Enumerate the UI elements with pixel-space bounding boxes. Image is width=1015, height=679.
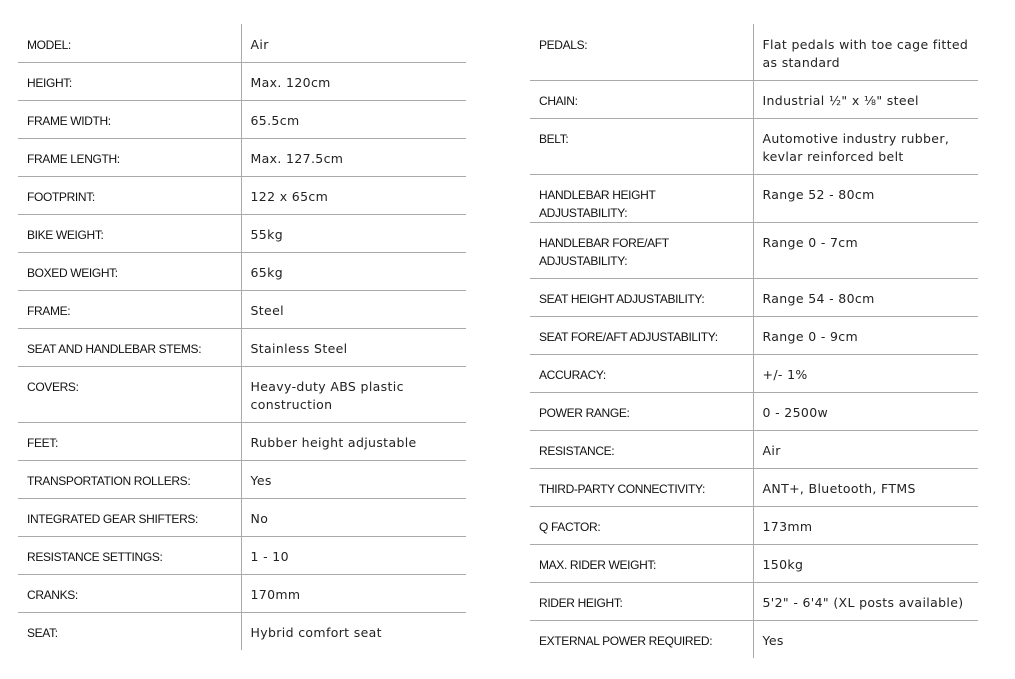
spec-row	[18, 100, 466, 138]
spec-value: +/- 1%	[753, 354, 978, 392]
spec-value: Rubber height adjustable	[241, 422, 466, 460]
spec-label: HEIGHT:	[18, 62, 241, 100]
spec-label: SEAT FORE/AFT ADJUSTABILITY:	[530, 316, 753, 354]
spec-label: PEDALS:	[539, 38, 588, 52]
spec-row	[530, 278, 978, 316]
spec-value: 65kg	[241, 252, 466, 290]
spec-row	[18, 138, 466, 176]
spec-label: CRANKS:	[18, 574, 241, 612]
spec-value: 173mm	[753, 506, 978, 544]
spec-value: 150kg	[753, 544, 978, 582]
spec-row	[18, 574, 466, 612]
spec-value: Max. 120cm	[241, 62, 466, 100]
spec-label: EXTERNAL POWER REQUIRED:	[530, 620, 753, 658]
spec-label: MODEL:	[27, 38, 71, 52]
spec-label: COVERS:	[18, 366, 241, 422]
spec-value: Air	[241, 24, 466, 62]
spec-label: HANDLEBAR HEIGHT ADJUSTABILITY:	[530, 174, 753, 222]
spec-row	[530, 544, 978, 582]
spec-row	[530, 316, 978, 354]
spec-row	[530, 430, 978, 468]
spec-row	[18, 498, 466, 536]
spec-label: BOXED WEIGHT:	[18, 252, 241, 290]
spec-row	[530, 468, 978, 506]
spec-label: RESISTANCE:	[530, 430, 753, 468]
spec-value: Stainless Steel	[241, 328, 466, 366]
spec-label: SEAT HEIGHT ADJUSTABILITY:	[530, 278, 753, 316]
spec-value: Automotive industry rubber, kevlar reinforced belt	[753, 118, 978, 174]
spec-label: BIKE WEIGHT:	[18, 214, 241, 252]
spec-value: 0 - 2500w	[753, 392, 978, 430]
spec-row	[530, 24, 978, 80]
spec-value: 1 - 10	[241, 536, 466, 574]
spec-value: 5'2" - 6'4" (XL posts available)	[753, 582, 978, 620]
spec-label: FEET:	[18, 422, 241, 460]
spec-row	[18, 366, 466, 422]
spec-value: Heavy-duty ABS plastic construction	[241, 366, 466, 422]
spec-row	[530, 620, 978, 658]
spec-label: HANDLEBAR FORE/AFT ADJUSTABILITY:	[530, 222, 753, 278]
spec-value: 170mm	[241, 574, 466, 612]
spec-value: Yes	[241, 460, 466, 498]
spec-row	[530, 174, 978, 222]
spec-label: FRAME WIDTH:	[18, 100, 241, 138]
spec-row	[530, 582, 978, 620]
spec-label: POWER RANGE:	[530, 392, 753, 430]
spec-label: TRANSPORTATION ROLLERS:	[18, 460, 241, 498]
spec-value: Range 52 - 80cm	[753, 174, 978, 222]
spec-row	[18, 176, 466, 214]
spec-label: RESISTANCE SETTINGS:	[18, 536, 241, 574]
spec-value: ANT+, Bluetooth, FTMS	[753, 468, 978, 506]
spec-value: Steel	[241, 290, 466, 328]
spec-value: Range 0 - 7cm	[753, 222, 978, 278]
spec-value: Hybrid comfort seat	[241, 612, 466, 650]
spec-row	[18, 62, 466, 100]
spec-row	[18, 24, 466, 62]
spec-value: 55kg	[241, 214, 466, 252]
spec-value: Air	[753, 430, 978, 468]
spec-value: No	[241, 498, 466, 536]
spec-label: RIDER HEIGHT:	[530, 582, 753, 620]
spec-row	[530, 80, 978, 118]
spec-label: MAX. RIDER WEIGHT:	[530, 544, 753, 582]
spec-label: SEAT AND HANDLEBAR STEMS:	[18, 328, 241, 366]
spec-value: Max. 127.5cm	[241, 138, 466, 176]
spec-row	[18, 612, 466, 650]
spec-row	[18, 536, 466, 574]
spec-label: FRAME:	[18, 290, 241, 328]
spec-row	[530, 392, 978, 430]
spec-row	[18, 328, 466, 366]
spec-label: THIRD-PARTY CONNECTIVITY:	[530, 468, 753, 506]
spec-value: Yes	[753, 620, 978, 658]
spec-label: FRAME LENGTH:	[18, 138, 241, 176]
spec-row	[18, 252, 466, 290]
spec-row	[530, 118, 978, 174]
spec-row	[18, 290, 466, 328]
spec-row	[18, 214, 466, 252]
spec-value: Flat pedals with toe cage fitted as standard	[753, 24, 978, 80]
right-spec-table	[530, 24, 978, 658]
spec-label: ACCURACY:	[530, 354, 753, 392]
spec-label: BELT:	[530, 118, 753, 174]
spec-value: Range 54 - 80cm	[753, 278, 978, 316]
spec-value: 122 x 65cm	[241, 176, 466, 214]
spec-label: SEAT:	[18, 612, 241, 650]
spec-row	[530, 354, 978, 392]
spec-label: FOOTPRINT:	[18, 176, 241, 214]
spec-value: Range 0 - 9cm	[753, 316, 978, 354]
left-spec-table	[18, 24, 466, 650]
spec-label: INTEGRATED GEAR SHIFTERS:	[18, 498, 241, 536]
spec-value: 65.5cm	[241, 100, 466, 138]
spec-row	[18, 460, 466, 498]
spec-row	[530, 222, 978, 278]
spec-row	[530, 506, 978, 544]
spec-row	[18, 422, 466, 460]
spec-label: Q FACTOR:	[530, 506, 753, 544]
spec-value: Industrial ½" x ⅛" steel	[753, 80, 978, 118]
spec-label: CHAIN:	[530, 80, 753, 118]
